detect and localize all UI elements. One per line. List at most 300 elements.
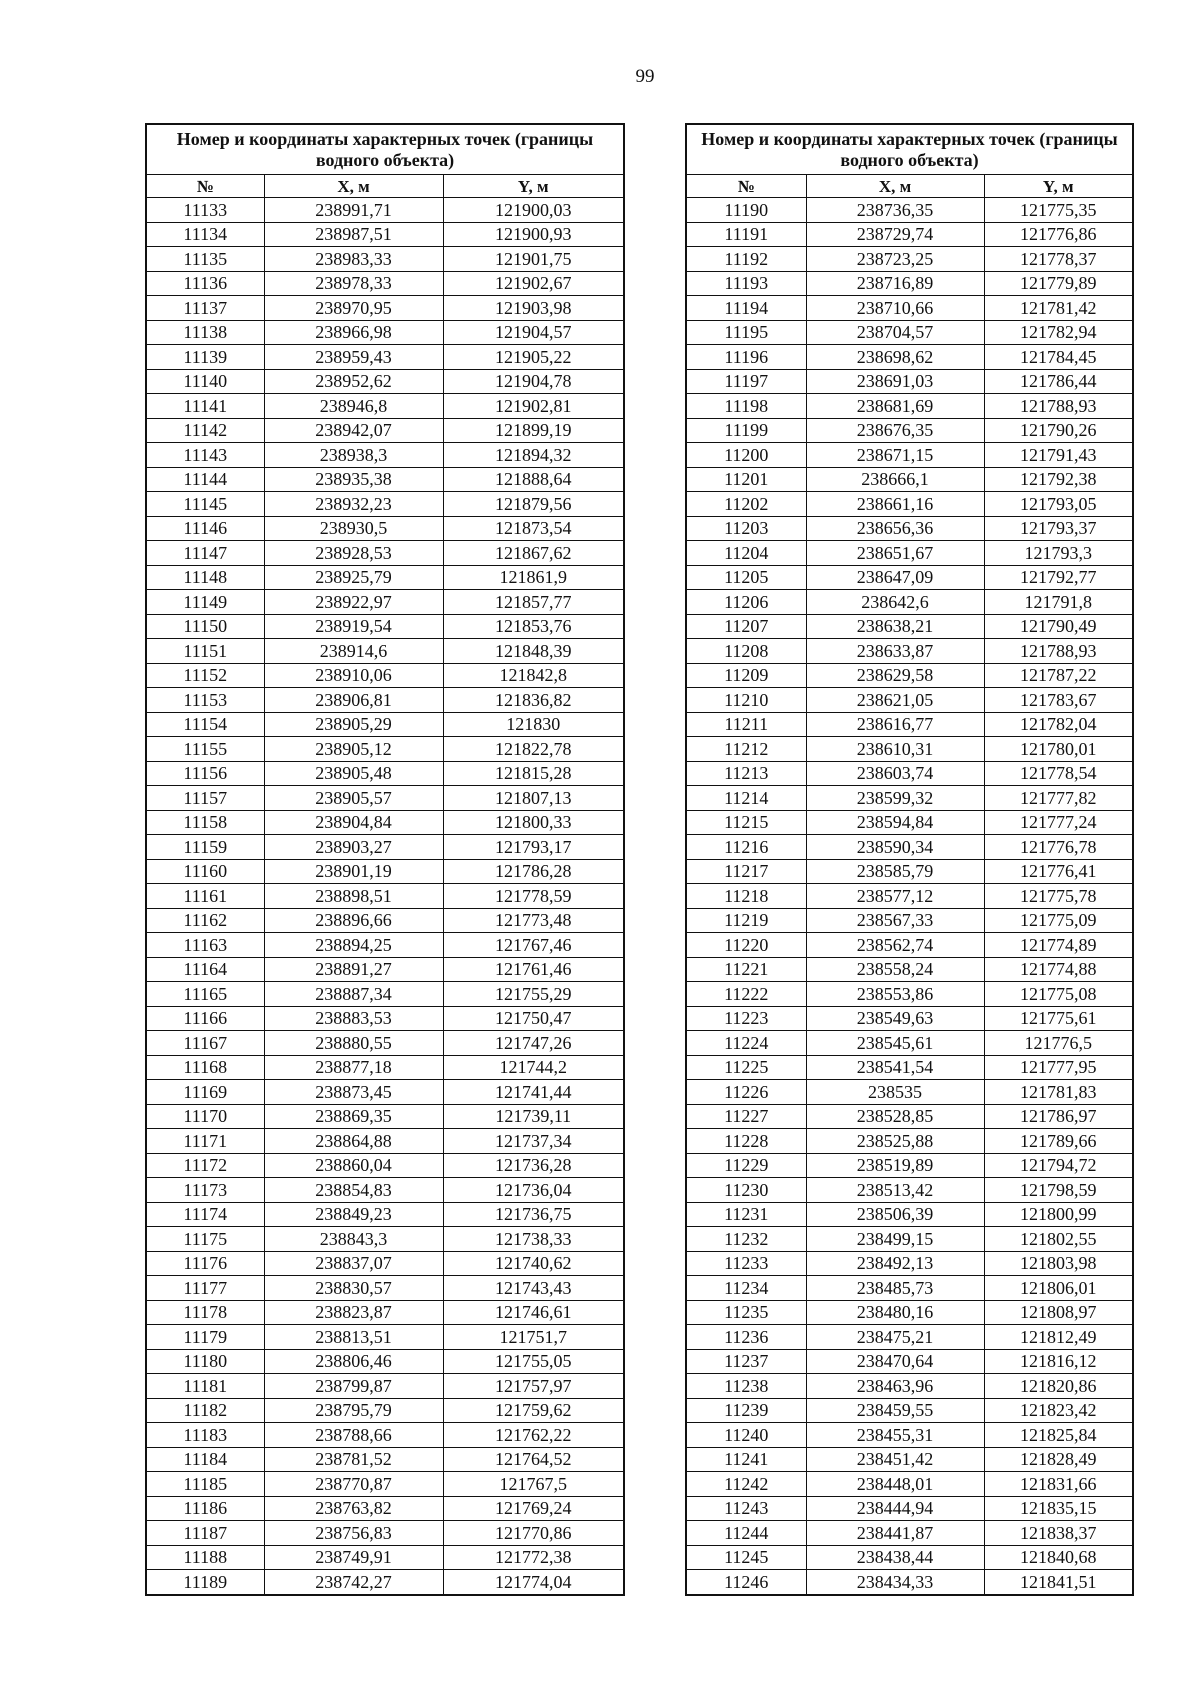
table-row: [146, 1202, 624, 1227]
y-coordinate-cell: 121775,09: [984, 908, 1133, 933]
x-coordinate-cell: 238681,69: [806, 394, 984, 419]
y-coordinate-cell: 121798,59: [984, 1178, 1133, 1203]
table-row: [686, 1178, 1133, 1203]
y-coordinate-cell: 121807,13: [443, 786, 624, 811]
point-number-cell: 11245: [686, 1545, 806, 1570]
table-row: [146, 1006, 624, 1031]
point-number-cell: 11213: [686, 761, 806, 786]
table-row: [686, 712, 1133, 737]
x-coordinate-cell: 238545,61: [806, 1031, 984, 1056]
point-number-cell: 11147: [146, 541, 264, 566]
x-coordinate-cell: 238928,53: [264, 541, 443, 566]
y-coordinate-cell: 121776,5: [984, 1031, 1133, 1056]
table-row: [146, 1104, 624, 1129]
point-number-cell: 11179: [146, 1325, 264, 1350]
point-number-cell: 11165: [146, 982, 264, 1007]
y-coordinate-cell: 121815,28: [443, 761, 624, 786]
x-coordinate-cell: 238756,83: [264, 1521, 443, 1546]
point-number-cell: 11181: [146, 1374, 264, 1399]
point-number-cell: 11219: [686, 908, 806, 933]
y-coordinate-cell: 121904,57: [443, 320, 624, 345]
y-coordinate-cell: 121789,66: [984, 1129, 1133, 1154]
table-row: [146, 737, 624, 762]
table-row: [146, 982, 624, 1007]
point-number-cell: 11194: [686, 296, 806, 321]
point-number-cell: 11138: [146, 320, 264, 345]
point-number-cell: 11158: [146, 810, 264, 835]
y-coordinate-cell: 121902,67: [443, 271, 624, 296]
table-row: [686, 1374, 1133, 1399]
y-coordinate-cell: 121775,08: [984, 982, 1133, 1007]
x-coordinate-cell: 238891,27: [264, 957, 443, 982]
y-coordinate-cell: 121755,29: [443, 982, 624, 1007]
x-coordinate-cell: 238463,96: [806, 1374, 984, 1399]
y-coordinate-cell: 121900,03: [443, 198, 624, 223]
table-row: [146, 639, 624, 664]
y-coordinate-cell: 121841,51: [984, 1570, 1133, 1595]
table-row: [146, 810, 624, 835]
x-coordinate-cell: 238642,6: [806, 590, 984, 615]
y-coordinate-cell: 121806,01: [984, 1276, 1133, 1301]
y-coordinate-cell: 121903,98: [443, 296, 624, 321]
y-coordinate-cell: 121786,97: [984, 1104, 1133, 1129]
point-number-cell: 11239: [686, 1398, 806, 1423]
table-row: [686, 1055, 1133, 1080]
x-coordinate-cell: 238959,43: [264, 345, 443, 370]
column-header-number: №: [686, 175, 806, 198]
point-number-cell: 11159: [146, 835, 264, 860]
y-coordinate-cell: 121757,97: [443, 1374, 624, 1399]
x-coordinate-cell: 238528,85: [806, 1104, 984, 1129]
x-coordinate-cell: 238898,51: [264, 884, 443, 909]
x-coordinate-cell: 238935,38: [264, 467, 443, 492]
point-number-cell: 11145: [146, 492, 264, 517]
point-number-cell: 11172: [146, 1153, 264, 1178]
x-coordinate-cell: 238448,01: [806, 1472, 984, 1497]
x-coordinate-cell: 238499,15: [806, 1227, 984, 1252]
table-row: [146, 222, 624, 247]
point-number-cell: 11229: [686, 1153, 806, 1178]
table-row: [146, 1031, 624, 1056]
table-row: [146, 1300, 624, 1325]
point-number-cell: 11167: [146, 1031, 264, 1056]
x-coordinate-cell: 238723,25: [806, 247, 984, 272]
y-coordinate-cell: 121774,04: [443, 1570, 624, 1595]
x-coordinate-cell: 238585,79: [806, 859, 984, 884]
table-row: [686, 908, 1133, 933]
point-number-cell: 11228: [686, 1129, 806, 1154]
table-row: [146, 1325, 624, 1350]
point-number-cell: 11241: [686, 1447, 806, 1472]
x-coordinate-cell: 238671,15: [806, 443, 984, 468]
table-row: [146, 957, 624, 982]
x-coordinate-cell: 238599,32: [806, 786, 984, 811]
table-row: [686, 1472, 1133, 1497]
table-row: [146, 933, 624, 958]
x-coordinate-cell: 238485,73: [806, 1276, 984, 1301]
x-coordinate-cell: 238492,13: [806, 1251, 984, 1276]
y-coordinate-cell: 121888,64: [443, 467, 624, 492]
table-row: [146, 1521, 624, 1546]
y-coordinate-cell: 121778,37: [984, 247, 1133, 272]
point-number-cell: 11197: [686, 369, 806, 394]
x-coordinate-cell: 238837,07: [264, 1251, 443, 1276]
table-row: [686, 982, 1133, 1007]
table-row: [686, 1080, 1133, 1105]
x-coordinate-cell: 238795,79: [264, 1398, 443, 1423]
point-number-cell: 11133: [146, 198, 264, 223]
x-coordinate-cell: 238444,94: [806, 1496, 984, 1521]
table-row: [146, 1570, 624, 1595]
y-coordinate-cell: 121904,78: [443, 369, 624, 394]
table-row: [686, 737, 1133, 762]
table-row: [686, 1006, 1133, 1031]
table-row: [146, 1349, 624, 1374]
x-coordinate-cell: 238610,31: [806, 737, 984, 762]
table-row: [686, 1545, 1133, 1570]
x-coordinate-cell: 238535: [806, 1080, 984, 1105]
table-row: [146, 1080, 624, 1105]
y-coordinate-cell: 121793,37: [984, 516, 1133, 541]
y-coordinate-cell: 121778,54: [984, 761, 1133, 786]
x-coordinate-cell: 238629,58: [806, 663, 984, 688]
point-number-cell: 11243: [686, 1496, 806, 1521]
y-coordinate-cell: 121775,78: [984, 884, 1133, 909]
x-coordinate-cell: 238823,87: [264, 1300, 443, 1325]
table-row: [146, 198, 624, 223]
table-row: [146, 712, 624, 737]
point-number-cell: 11188: [146, 1545, 264, 1570]
y-coordinate-cell: 121838,37: [984, 1521, 1133, 1546]
table-row: [146, 1398, 624, 1423]
point-number-cell: 11140: [146, 369, 264, 394]
y-coordinate-cell: 121861,9: [443, 565, 624, 590]
y-coordinate-cell: 121822,78: [443, 737, 624, 762]
table-row: [686, 247, 1133, 272]
table-row: [686, 492, 1133, 517]
coordinates-table-right: [685, 123, 1134, 1596]
table-row: [146, 1545, 624, 1570]
y-coordinate-cell: 121792,38: [984, 467, 1133, 492]
y-coordinate-cell: 121739,11: [443, 1104, 624, 1129]
point-number-cell: 11139: [146, 345, 264, 370]
point-number-cell: 11146: [146, 516, 264, 541]
y-coordinate-cell: 121775,35: [984, 198, 1133, 223]
point-number-cell: 11151: [146, 639, 264, 664]
point-number-cell: 11183: [146, 1423, 264, 1448]
x-coordinate-cell: 238978,33: [264, 271, 443, 296]
x-coordinate-cell: 238983,33: [264, 247, 443, 272]
x-coordinate-cell: 238470,64: [806, 1349, 984, 1374]
table-row: [146, 1374, 624, 1399]
point-number-cell: 11227: [686, 1104, 806, 1129]
point-number-cell: 11200: [686, 443, 806, 468]
table-row: [146, 443, 624, 468]
table-row: [146, 320, 624, 345]
table-row: [146, 394, 624, 419]
point-number-cell: 11191: [686, 222, 806, 247]
y-coordinate-cell: 121780,01: [984, 737, 1133, 762]
y-coordinate-cell: 121736,28: [443, 1153, 624, 1178]
point-number-cell: 11155: [146, 737, 264, 762]
point-number-cell: 11199: [686, 418, 806, 443]
point-number-cell: 11215: [686, 810, 806, 835]
y-coordinate-cell: 121800,99: [984, 1202, 1133, 1227]
point-number-cell: 11149: [146, 590, 264, 615]
x-coordinate-cell: 238562,74: [806, 933, 984, 958]
y-coordinate-cell: 121774,89: [984, 933, 1133, 958]
y-coordinate-cell: 121755,05: [443, 1349, 624, 1374]
table-row: [146, 418, 624, 443]
point-number-cell: 11196: [686, 345, 806, 370]
point-number-cell: 11202: [686, 492, 806, 517]
x-coordinate-cell: 238932,23: [264, 492, 443, 517]
x-coordinate-cell: 238704,57: [806, 320, 984, 345]
table-row: [686, 590, 1133, 615]
y-coordinate-cell: 121751,7: [443, 1325, 624, 1350]
x-coordinate-cell: 238651,67: [806, 541, 984, 566]
y-coordinate-cell: 121853,76: [443, 614, 624, 639]
point-number-cell: 11173: [146, 1178, 264, 1203]
y-coordinate-cell: 121788,93: [984, 639, 1133, 664]
point-number-cell: 11218: [686, 884, 806, 909]
x-coordinate-cell: 238459,55: [806, 1398, 984, 1423]
table-row: [686, 1227, 1133, 1252]
y-coordinate-cell: 121793,05: [984, 492, 1133, 517]
y-coordinate-cell: 121790,49: [984, 614, 1133, 639]
point-number-cell: 11166: [146, 1006, 264, 1031]
point-number-cell: 11193: [686, 271, 806, 296]
y-coordinate-cell: 121736,75: [443, 1202, 624, 1227]
table-row: [686, 1325, 1133, 1350]
table-row: [146, 1496, 624, 1521]
y-coordinate-cell: 121803,98: [984, 1251, 1133, 1276]
y-coordinate-cell: 121773,48: [443, 908, 624, 933]
table-row: [686, 688, 1133, 713]
table-row: [146, 859, 624, 884]
point-number-cell: 11214: [686, 786, 806, 811]
y-coordinate-cell: 121857,77: [443, 590, 624, 615]
table-row: [686, 1423, 1133, 1448]
y-coordinate-cell: 121873,54: [443, 516, 624, 541]
point-number-cell: 11231: [686, 1202, 806, 1227]
y-coordinate-cell: 121779,89: [984, 271, 1133, 296]
point-number-cell: 11152: [146, 663, 264, 688]
y-coordinate-cell: 121743,43: [443, 1276, 624, 1301]
x-coordinate-cell: 238594,84: [806, 810, 984, 835]
x-coordinate-cell: 238638,21: [806, 614, 984, 639]
table-row: [146, 565, 624, 590]
point-number-cell: 11185: [146, 1472, 264, 1497]
table-row: [686, 296, 1133, 321]
point-number-cell: 11221: [686, 957, 806, 982]
y-coordinate-cell: 121831,66: [984, 1472, 1133, 1497]
x-coordinate-cell: 238506,39: [806, 1202, 984, 1227]
table-row: [146, 1178, 624, 1203]
table-row: [146, 835, 624, 860]
x-coordinate-cell: 238616,77: [806, 712, 984, 737]
point-number-cell: 11235: [686, 1300, 806, 1325]
point-number-cell: 11144: [146, 467, 264, 492]
y-coordinate-cell: 121761,46: [443, 957, 624, 982]
x-coordinate-cell: 238970,95: [264, 296, 443, 321]
table-row: [146, 884, 624, 909]
table-row: [686, 1349, 1133, 1374]
point-number-cell: 11236: [686, 1325, 806, 1350]
y-coordinate-cell: 121786,44: [984, 369, 1133, 394]
point-number-cell: 11136: [146, 271, 264, 296]
table-row: [686, 565, 1133, 590]
point-number-cell: 11246: [686, 1570, 806, 1595]
y-coordinate-cell: 121894,32: [443, 443, 624, 468]
point-number-cell: 11141: [146, 394, 264, 419]
y-coordinate-cell: 121812,49: [984, 1325, 1133, 1350]
x-coordinate-cell: 238475,21: [806, 1325, 984, 1350]
x-coordinate-cell: 238621,05: [806, 688, 984, 713]
y-coordinate-cell: 121738,33: [443, 1227, 624, 1252]
table-row: [146, 541, 624, 566]
y-coordinate-cell: 121825,84: [984, 1423, 1133, 1448]
point-number-cell: 11240: [686, 1423, 806, 1448]
table-row: [686, 884, 1133, 909]
y-coordinate-cell: 121776,41: [984, 859, 1133, 884]
x-coordinate-cell: 238661,16: [806, 492, 984, 517]
point-number-cell: 11208: [686, 639, 806, 664]
point-number-cell: 11160: [146, 859, 264, 884]
table-row: [686, 222, 1133, 247]
point-number-cell: 11209: [686, 663, 806, 688]
y-coordinate-cell: 121800,33: [443, 810, 624, 835]
point-number-cell: 11217: [686, 859, 806, 884]
table-row: [686, 443, 1133, 468]
table-row: [146, 663, 624, 688]
point-number-cell: 11150: [146, 614, 264, 639]
x-coordinate-cell: 238906,81: [264, 688, 443, 713]
y-coordinate-cell: 121764,52: [443, 1447, 624, 1472]
point-number-cell: 11244: [686, 1521, 806, 1546]
point-number-cell: 11220: [686, 933, 806, 958]
table-row: [146, 590, 624, 615]
y-coordinate-cell: 121901,75: [443, 247, 624, 272]
x-coordinate-cell: 238742,27: [264, 1570, 443, 1595]
table-row: [686, 1398, 1133, 1423]
x-coordinate-cell: 238854,83: [264, 1178, 443, 1203]
y-coordinate-cell: 121802,55: [984, 1227, 1133, 1252]
x-coordinate-cell: 238843,3: [264, 1227, 443, 1252]
y-coordinate-cell: 121776,86: [984, 222, 1133, 247]
x-coordinate-cell: 238925,79: [264, 565, 443, 590]
point-number-cell: 11232: [686, 1227, 806, 1252]
point-number-cell: 11206: [686, 590, 806, 615]
x-coordinate-cell: 238952,62: [264, 369, 443, 394]
x-coordinate-cell: 238553,86: [806, 982, 984, 1007]
point-number-cell: 11212: [686, 737, 806, 762]
y-coordinate-cell: 121750,47: [443, 1006, 624, 1031]
x-coordinate-cell: 238736,35: [806, 198, 984, 223]
x-coordinate-cell: 238849,23: [264, 1202, 443, 1227]
x-coordinate-cell: 238896,66: [264, 908, 443, 933]
x-coordinate-cell: 238666,1: [806, 467, 984, 492]
column-header-number: №: [146, 175, 264, 198]
table-row: [146, 908, 624, 933]
y-coordinate-cell: 121848,39: [443, 639, 624, 664]
y-coordinate-cell: 121747,26: [443, 1031, 624, 1056]
x-coordinate-cell: 238770,87: [264, 1472, 443, 1497]
y-coordinate-cell: 121879,56: [443, 492, 624, 517]
x-coordinate-cell: 238910,06: [264, 663, 443, 688]
x-coordinate-cell: 238434,33: [806, 1570, 984, 1595]
x-coordinate-cell: 238830,57: [264, 1276, 443, 1301]
x-coordinate-cell: 238513,42: [806, 1178, 984, 1203]
point-number-cell: 11184: [146, 1447, 264, 1472]
point-number-cell: 11189: [146, 1570, 264, 1595]
y-coordinate-cell: 121786,28: [443, 859, 624, 884]
table-row: [686, 418, 1133, 443]
table-row: [146, 1423, 624, 1448]
table-row: [686, 1104, 1133, 1129]
y-coordinate-cell: 121900,93: [443, 222, 624, 247]
x-coordinate-cell: 238922,97: [264, 590, 443, 615]
point-number-cell: 11171: [146, 1129, 264, 1154]
point-number-cell: 11177: [146, 1276, 264, 1301]
table-row: [146, 369, 624, 394]
x-coordinate-cell: 238799,87: [264, 1374, 443, 1399]
table-row: [686, 1447, 1133, 1472]
y-coordinate-cell: 121828,49: [984, 1447, 1133, 1472]
y-coordinate-cell: 121899,19: [443, 418, 624, 443]
point-number-cell: 11180: [146, 1349, 264, 1374]
x-coordinate-cell: 238901,19: [264, 859, 443, 884]
point-number-cell: 11211: [686, 712, 806, 737]
y-coordinate-cell: 121791,43: [984, 443, 1133, 468]
x-coordinate-cell: 238991,71: [264, 198, 443, 223]
point-number-cell: 11164: [146, 957, 264, 982]
point-number-cell: 11176: [146, 1251, 264, 1276]
x-coordinate-cell: 238864,88: [264, 1129, 443, 1154]
table-row: [146, 761, 624, 786]
table-row: [146, 1251, 624, 1276]
point-number-cell: 11182: [146, 1398, 264, 1423]
x-coordinate-cell: 238541,54: [806, 1055, 984, 1080]
x-coordinate-cell: 238441,87: [806, 1521, 984, 1546]
x-coordinate-cell: 238656,36: [806, 516, 984, 541]
table-row: [146, 247, 624, 272]
point-number-cell: 11195: [686, 320, 806, 345]
y-coordinate-cell: 121902,81: [443, 394, 624, 419]
x-coordinate-cell: 238577,12: [806, 884, 984, 909]
y-coordinate-cell: 121840,68: [984, 1545, 1133, 1570]
y-coordinate-cell: 121774,88: [984, 957, 1133, 982]
point-number-cell: 11154: [146, 712, 264, 737]
table-row: [146, 492, 624, 517]
y-coordinate-cell: 121820,86: [984, 1374, 1133, 1399]
y-coordinate-cell: 121775,61: [984, 1006, 1133, 1031]
point-number-cell: 11187: [146, 1521, 264, 1546]
point-number-cell: 11201: [686, 467, 806, 492]
x-coordinate-cell: 238905,29: [264, 712, 443, 737]
table-row: [686, 1570, 1133, 1595]
table-title: Номер и координаты характерных точек (границы водного объекта): [146, 124, 624, 175]
column-header-y: Y, м: [443, 175, 624, 198]
x-coordinate-cell: 238710,66: [806, 296, 984, 321]
point-number-cell: 11135: [146, 247, 264, 272]
column-header-x: X, м: [264, 175, 443, 198]
x-coordinate-cell: 238716,89: [806, 271, 984, 296]
x-coordinate-cell: 238749,91: [264, 1545, 443, 1570]
y-coordinate-cell: 121867,62: [443, 541, 624, 566]
table-row: [686, 1153, 1133, 1178]
y-coordinate-cell: 121762,22: [443, 1423, 624, 1448]
